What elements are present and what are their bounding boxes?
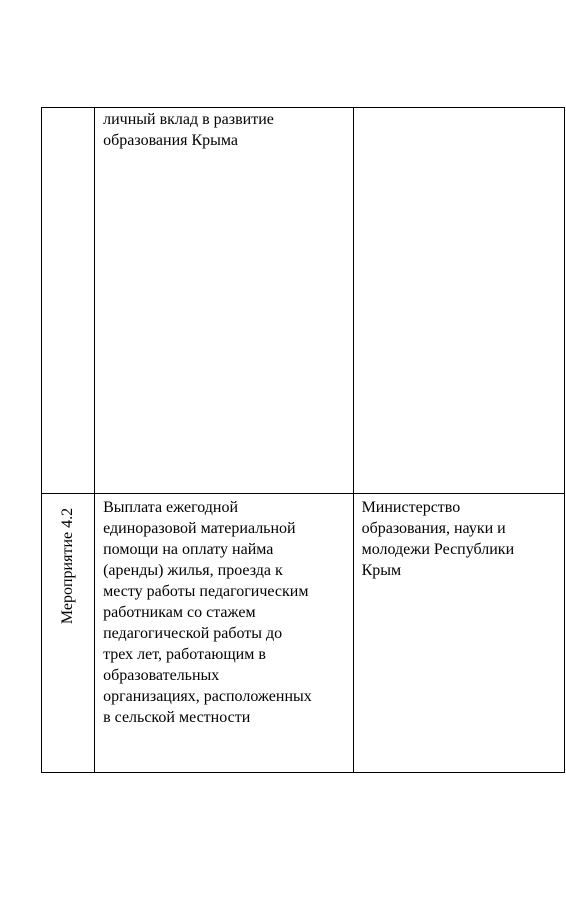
measure-number-cell bbox=[42, 494, 95, 773]
measure-description-cell bbox=[95, 494, 353, 773]
measure-description-cell bbox=[95, 108, 353, 494]
table-row bbox=[42, 108, 565, 494]
measure-responsible: Министерство образования, науки и молодежи Республики Крым bbox=[361, 499, 515, 579]
measure-number-cell bbox=[42, 108, 95, 494]
measure-responsible-cell bbox=[353, 108, 564, 494]
measure-description: Выплата ежегодной единоразовой материальной помощи на оплату найма (аренды) жилья, проезда к месту работы педагогическим работникам со стажем педагогической работы до трех лет, работающим в образовательных организациях, расположенных в сельской местности bbox=[103, 499, 312, 726]
measure-number: Мероприятие 4.2 bbox=[59, 507, 77, 625]
measure-responsible bbox=[354, 108, 564, 109]
measure-description: личный вклад в развитие образования Крыма bbox=[103, 111, 274, 149]
table-row bbox=[42, 494, 565, 773]
measures-table bbox=[41, 107, 565, 773]
measure-responsible-cell bbox=[353, 494, 564, 773]
measure-number bbox=[42, 108, 94, 109]
